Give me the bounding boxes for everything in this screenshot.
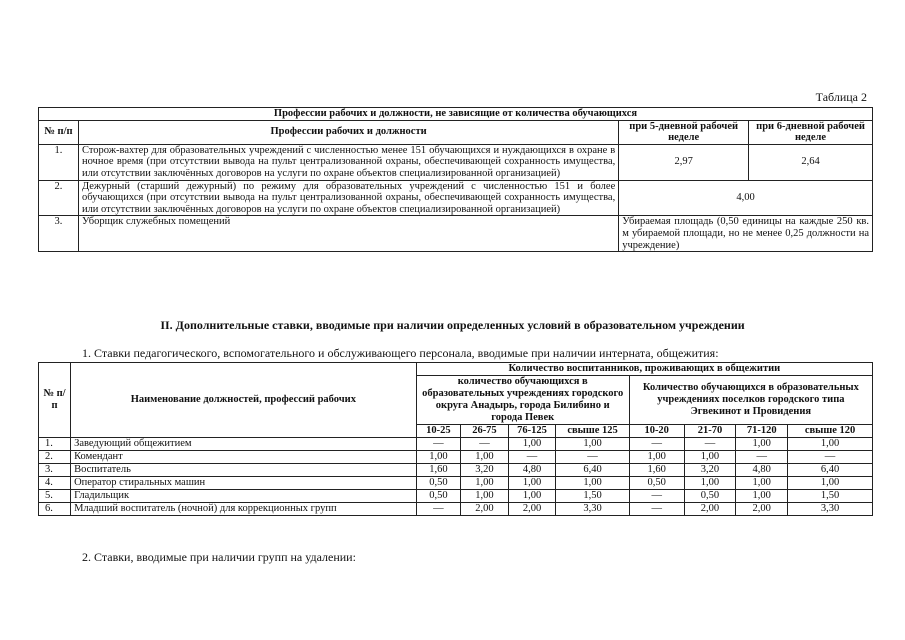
rate-cell: 6,40 [556,464,629,477]
row-value: 4,00 [619,180,873,216]
table-title-row [39,108,873,121]
rate-cell: 1,00 [461,477,509,490]
professions-table [38,107,873,252]
rate-cell: — [416,438,460,451]
row-num: 2. [39,451,71,464]
rate-cell: 2,00 [736,503,788,516]
table-header-row [39,120,873,144]
rate-cell: 1,00 [461,451,509,464]
table-row [39,477,873,490]
row-value-5day: 2,97 [619,144,749,180]
rate-cell: 1,00 [788,477,873,490]
header-num: № п/п [39,120,79,144]
header-num: № п/п [39,363,71,438]
header-profession: Профессии рабочих и должности [78,120,618,144]
rate-cell: 3,20 [684,464,736,477]
rate-cell: 3,30 [788,503,873,516]
rate-cell: — [508,451,556,464]
rate-cell: 6,40 [788,464,873,477]
table-row [39,144,873,180]
rate-cell: 0,50 [684,490,736,503]
header-anadyr-group: количество обучающихся в образовательных учреждениях городского округа Анадырь, города Билибино и города Певек [416,376,629,425]
table-row [39,216,873,252]
table-title: Профессии рабочих и должности, не зависящие от количества обучающихся [39,108,873,121]
row-value: Убираемая площадь (0,50 единицы на каждые 250 кв. м убираемой площади, но не менее 0,25 должности на учреждение) [619,216,873,252]
rate-cell: — [736,451,788,464]
range-header: свыше 125 [556,425,629,438]
row-position: Воспитатель [71,464,417,477]
table-header-row [39,363,873,376]
row-profession: Уборщик служебных помещений [78,216,618,252]
rate-cell: — [684,438,736,451]
row-position: Гладильщик [71,490,417,503]
row-num: 1. [39,144,79,180]
row-num: 5. [39,490,71,503]
row-position: Заведующий общежитием [71,438,417,451]
header-6day-week: при 6-дневной рабочей неделе [749,120,873,144]
row-num: 1. [39,438,71,451]
rate-cell: 1,00 [508,438,556,451]
rate-cell: — [629,490,684,503]
rate-cell: — [629,503,684,516]
header-5day-week: при 5-дневной рабочей неделе [619,120,749,144]
rate-cell: 4,80 [508,464,556,477]
table-row [39,490,873,503]
rate-cell: 1,00 [684,451,736,464]
table-row [39,503,873,516]
rate-cell: — [788,451,873,464]
row-position: Комендант [71,451,417,464]
range-header: 10-20 [629,425,684,438]
row-num: 3. [39,216,79,252]
rate-cell: 0,50 [416,477,460,490]
rate-cell: 1,00 [461,490,509,503]
rate-cell: 3,30 [556,503,629,516]
rate-cell: 1,00 [508,490,556,503]
header-residents-group: Количество воспитанников, проживающих в общежитии [416,363,872,376]
table-row [39,464,873,477]
range-header: 26-75 [461,425,509,438]
rate-cell: 1,50 [556,490,629,503]
table-row [39,180,873,216]
row-position: Младший воспитатель (ночной) для коррекционных групп [71,503,417,516]
row-value-6day: 2,64 [749,144,873,180]
table-row [39,438,873,451]
row-num: 2. [39,180,79,216]
row-position: Оператор стиральных машин [71,477,417,490]
row-profession: Сторож-вахтер для образовательных учреждений с численностью менее 151 обучающихся и нуждающихся в охране в ночное время (при отсутствии вывода на пульт централизованной охраны, обеспечивающей сохранность имущества, или отсутствии заключённых договоров на услуги по охране объектов специализированной организацией) [78,144,618,180]
rate-cell: 2,00 [684,503,736,516]
rate-cell: 1,00 [788,438,873,451]
table-label: Таблица 2 [815,90,867,104]
rate-cell: — [629,438,684,451]
paragraph-1: 1. Ставки педагогического, вспомогательного и обслуживающего персонала, вводимые при наличии интерната, общежития: [82,346,719,360]
rate-cell: 1,60 [629,464,684,477]
rate-cell: 1,00 [736,438,788,451]
rate-cell: 0,50 [416,490,460,503]
paragraph-2: 2. Ставки, вводимые при наличии групп на удалении: [82,550,356,564]
range-header: 21-70 [684,425,736,438]
range-header: 71-120 [736,425,788,438]
rate-cell: 0,50 [629,477,684,490]
rate-cell: 4,80 [736,464,788,477]
row-profession: Дежурный (старший дежурный) по режиму для образовательных учреждений с численностью 151 и более обучающихся (при отсутствии вывода на пульт централизованной охраны, обеспечивающей сохранность имущества, или отсутствии заключённых договоров на услуги по охране объектов специализированной организацией) [78,180,618,216]
rate-cell: 1,00 [736,490,788,503]
rate-cell: — [461,438,509,451]
row-num: 3. [39,464,71,477]
range-header: 10-25 [416,425,460,438]
rate-cell: — [556,451,629,464]
rate-cell: 1,60 [416,464,460,477]
table-row [39,451,873,464]
rate-cell: — [416,503,460,516]
range-header: 76-125 [508,425,556,438]
row-num: 4. [39,477,71,490]
header-position: Наименование должностей, профессий рабочих [71,363,417,438]
rate-cell: 1,00 [556,438,629,451]
rate-cell: 1,00 [684,477,736,490]
range-header: свыше 120 [788,425,873,438]
rate-cell: 1,00 [416,451,460,464]
rate-cell: 1,50 [788,490,873,503]
rate-cell: 3,20 [461,464,509,477]
rate-cell: 1,00 [629,451,684,464]
section-title: II. Дополнительные ставки, вводимые при наличии определенных условий в образовательном учреждении [160,318,745,332]
rate-cell: 1,00 [556,477,629,490]
dormitory-staff-table [38,362,873,516]
rate-cell: 1,00 [508,477,556,490]
rate-cell: 2,00 [461,503,509,516]
row-num: 6. [39,503,71,516]
rate-cell: 1,00 [736,477,788,490]
rate-cell: 2,00 [508,503,556,516]
header-egvekinot-group: Количество обучающихся в образовательных учреждениях поселков городского типа Эгвекинот и Провидения [629,376,872,425]
